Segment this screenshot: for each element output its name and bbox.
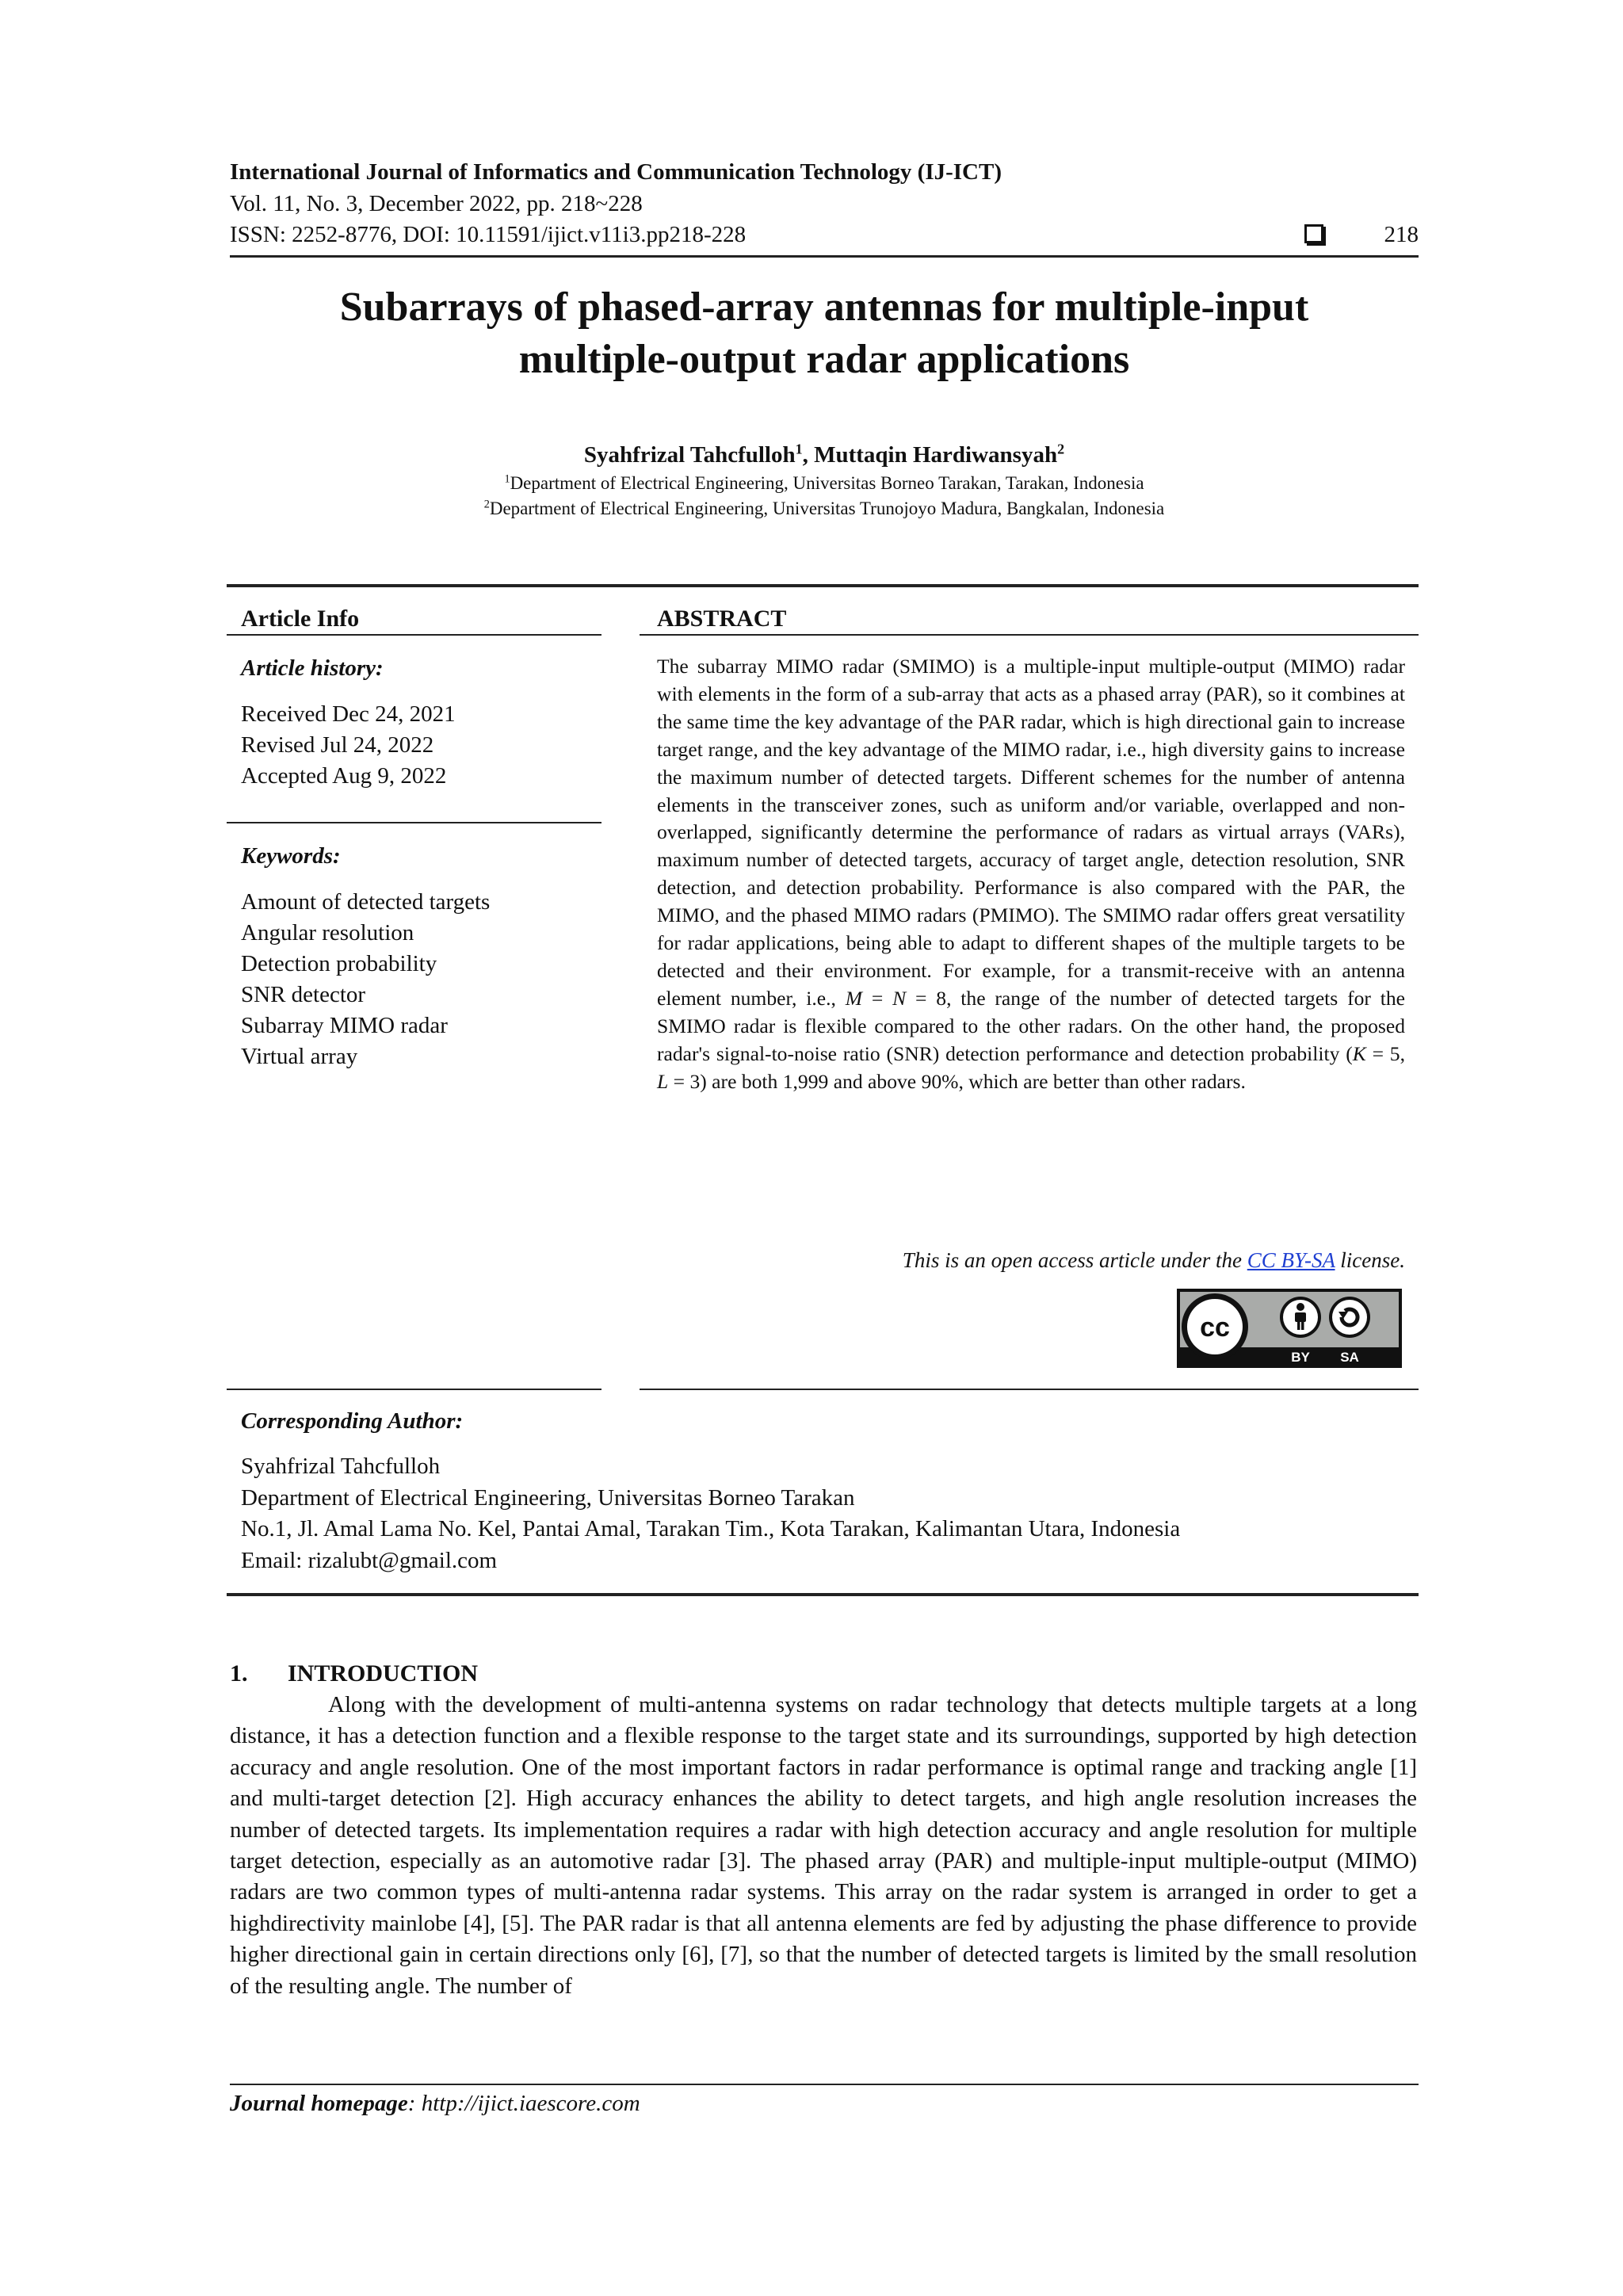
keyword-list (241, 887, 490, 1072)
info-bottom-rule-left (227, 1389, 601, 1390)
square-bullet-icon (1304, 224, 1323, 243)
cc-badge-graphic (1178, 1290, 1400, 1366)
abstract-rule (640, 634, 1419, 636)
cc-text: cc (1200, 1312, 1230, 1343)
keyword-item: Amount of detected targets (241, 889, 491, 915)
abstract-part-3: = 5, (1365, 1041, 1405, 1065)
sa-share-icon (1329, 1297, 1370, 1338)
affiliation-2-text: Department of Electrical Engineering, Universitas Trunojoyo Madura, Bangkalan, Indonesia (489, 499, 1165, 518)
author-1-sup: 1 (795, 441, 803, 457)
volume-info: Vol. 11, No. 3, December 2022, pp. 218~228 (230, 191, 643, 216)
abstract-part-4: = 3) are both 1,999 and above 90%, which are better than other radars. (668, 1069, 1246, 1093)
affiliation-2 (230, 496, 1419, 521)
affiliation-1-sup: 1 (504, 472, 510, 486)
open-access-prefix: This is an open access article under the (902, 1248, 1247, 1272)
corresponding-name: Syahfrizal Tahcfulloh (241, 1454, 441, 1479)
abstract-text (657, 653, 1405, 1096)
author-separator: , (802, 442, 815, 468)
abstract-part-2: = 8, the range of the number of detected targets for the SMIMO radar is flexible compared to the other radars. On the other hand, the proposed radar's signal-to-noise ratio (SNR) detection performance and detection probability ( (657, 986, 1406, 1065)
homepage-url[interactable]: http://ijict.iaescore.com (421, 2091, 640, 2116)
introduction-paragraph: Along with the development of multi-antenna systems on radar technology that detects multiple targets at a long distance, it has a detection function and a flexible response to the target state and its surroundings, supported by high detection accuracy and angle resolution. One of the most important factors in radar performance is optimal range and tracking angle [1] and multi-target detection [2]. High accuracy enhances the ability to detect targets, and high angle resolution increases the number of detected targets. Its implementation requires a radar with high detection accuracy and angle resolution for multiple target detection, especially as an automotive radar [3]. The phased array (PAR) and multiple-input multiple-output (MIMO) radars are two common types of multi-antenna radar systems. This array on the radar system is arranged in order to get a highdirectivity mainlobe [4], [5]. The PAR radar is that all antenna elements are fed by adjusting the phase difference to provide higher directional gain in certain directions only [6], [7], so that the number of detected targets is limited by the small resolution of the resulting angle. The number of (230, 1692, 1417, 1999)
by-label: BY (1291, 1350, 1310, 1365)
author-list (230, 441, 1419, 469)
history-revised: Revised Jul 24, 2022 (241, 732, 434, 758)
footer-rule (230, 2084, 1419, 2085)
cc-by-sa-badge[interactable] (1177, 1289, 1402, 1368)
affiliation-2-sup: 2 (483, 498, 490, 511)
variable-k: K (1352, 1041, 1366, 1065)
journal-name: International Journal of Informatics and Communication Technology (IJ-ICT) (230, 159, 1002, 185)
homepage-label: Journal homepage (230, 2091, 408, 2116)
corresponding-author-details (241, 1451, 1180, 1576)
info-top-rule (227, 584, 1419, 587)
abstract-equals: = (862, 986, 893, 1010)
corresponding-department: Department of Electrical Engineering, Universitas Borneo Tarakan (241, 1484, 855, 1511)
introduction-heading: INTRODUCTION (288, 1660, 479, 1687)
history-accepted: Accepted Aug 9, 2022 (241, 763, 447, 789)
affiliation-1 (230, 471, 1419, 495)
abstract-part-1: The subarray MIMO radar (SMIMO) is a multiple-input multiple-output (MIMO) radar with elements in the form of a sub-array that acts as a phased array (PAR), so it combines at the same time the key advantage of the PAR radar, which is high directional gain to increase target range, and the key advantage of the MIMO radar, i.e., high diversity gains to increase the maximum number of detected targets. Different schemes for the number of antenna elements in the transceiver zones, such as uniform and/or variable, overlapped and non-overlapped, significantly determine the performance of radars as virtual arrays (VARs), maximum number of detected targets, accuracy of target angle, detection resolution, SNR detection, and detection probability. Performance is also compared with the PAR, the MIMO, and the phased MIMO radars (PMIMO). The SMIMO radar offers great versatility for radar applications, being able to adapt to different shapes of the multiple targets to be detected and their environment. For example, for a transmit-receive with an antenna element number, i.e., (657, 655, 1405, 1010)
paper-title-line-1: Subarrays of phased-array antennas for multiple-input (339, 285, 1309, 330)
keywords-rule (227, 822, 601, 823)
open-access-suffix: license. (1335, 1248, 1405, 1272)
by-person-icon (1280, 1297, 1321, 1338)
corresponding-address: No.1, Jl. Amal Lama No. Kel, Pantai Amal, Tarakan Tim., Kota Tarakan, Kalimantan Utara, Indonesia (241, 1516, 1181, 1541)
author-2: Muttaqin Hardiwansyah (814, 442, 1058, 468)
keyword-item: Subarray MIMO radar (241, 1013, 448, 1038)
cc-by-sa-link[interactable]: CC BY-SA (1247, 1248, 1335, 1272)
keyword-item: Virtual array (241, 1044, 358, 1069)
keywords-heading: Keywords: (241, 843, 341, 869)
open-access-statement (657, 1247, 1405, 1274)
variable-n: N (892, 986, 907, 1010)
abstract-heading: ABSTRACT (657, 606, 787, 632)
history-received: Received Dec 24, 2021 (241, 701, 456, 727)
sa-label: SA (1340, 1350, 1359, 1365)
corresponding-email: Email: rizalubt@gmail.com (241, 1547, 498, 1573)
paper-title-line-2: multiple-output radar applications (518, 337, 1130, 382)
header-rule (230, 255, 1419, 258)
page-number: 218 (1384, 222, 1419, 247)
article-history-heading: Article history: (241, 655, 384, 681)
author-1: Syahfrizal Tahcfulloh (583, 442, 796, 468)
keyword-item: SNR detector (241, 982, 366, 1007)
cc-icon (1182, 1293, 1248, 1360)
article-info-rule (227, 634, 601, 636)
journal-homepage (230, 2089, 640, 2118)
corresponding-bottom-rule (227, 1593, 1419, 1596)
author-2-sup: 2 (1057, 441, 1065, 457)
keyword-item: Angular resolution (241, 920, 414, 946)
variable-m: M (845, 986, 863, 1010)
affiliation-1-text: Department of Electrical Engineering, Universitas Borneo Tarakan, Tarakan, Indonesia (510, 473, 1144, 493)
homepage-colon: : (407, 2091, 422, 2116)
issn-doi: ISSN: 2252-8776, DOI: 10.11591/ijict.v11i3.pp218-228 (230, 222, 747, 247)
keyword-item: Detection probability (241, 951, 437, 976)
section-number: 1. (230, 1660, 248, 1687)
article-info-heading: Article Info (241, 606, 360, 632)
article-history (241, 699, 456, 792)
info-bottom-rule-right (640, 1389, 1419, 1390)
variable-l: L (657, 1069, 669, 1093)
corresponding-author-heading: Corresponding Author: (241, 1408, 464, 1434)
